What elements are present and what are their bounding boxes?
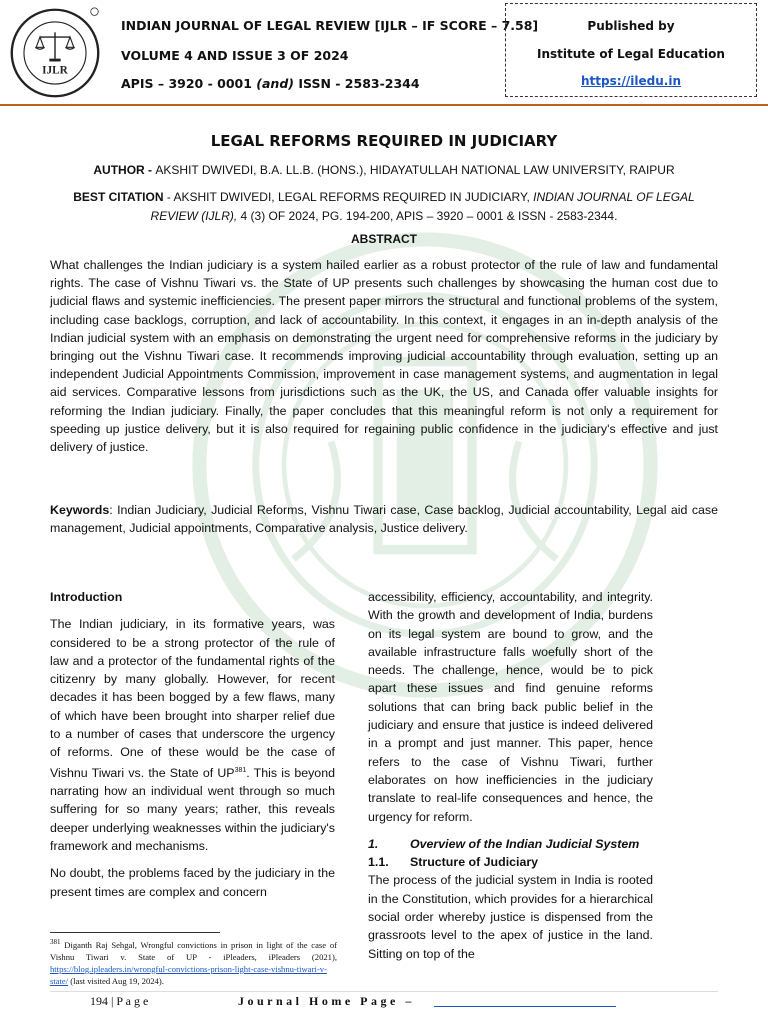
citation-text-a: - AKSHIT DWIVEDI, LEGAL REFORMS REQUIRED IN JUDICIARY, <box>163 190 534 204</box>
section-number: 1. <box>368 836 379 851</box>
journal-home-link[interactable] <box>434 1006 616 1007</box>
author-text: AKSHIT DWIVEDI, B.A. LL.B. (HONS.), HIDAYATULLAH NATIONAL LAW UNIVERSITY, RAIPUR <box>155 163 675 177</box>
section-title: Overview of the Indian Judicial System <box>410 836 640 851</box>
publisher-link[interactable]: https://iledu.in <box>580 74 682 88</box>
footnote-text: Diganth Raj Sehgal, Wrongful convictions in prison in light of the case of Vishnu Tiwari v. State of UP - iPleaders, iPleaders (2021), <box>50 939 337 962</box>
subsection-heading <box>368 853 653 871</box>
section-heading <box>368 835 653 853</box>
footer-divider <box>50 991 718 992</box>
issn-text: ISSN - 2583-2344 <box>294 76 420 91</box>
intro-paragraph-2: No doubt, the problems faced by the judiciary in the present times are complex and concern <box>50 866 335 899</box>
footnote-mark: 381 <box>50 938 61 946</box>
citation-label: BEST CITATION <box>73 190 164 204</box>
best-citation <box>52 188 716 226</box>
header-divider <box>0 104 768 106</box>
citation-text-b: 4 (3) OF 2024, PG. 194-200, APIS – 3920 – 0001 & ISSN - 2583-2344. <box>237 209 618 223</box>
publisher-name: Institute of Legal Education <box>537 47 725 61</box>
keywords <box>50 501 718 537</box>
page-number: 194 | P a g e <box>90 994 149 1008</box>
abstract-heading: ABSTRACT <box>351 232 417 246</box>
intro-heading: Introduction <box>50 590 123 604</box>
right-paragraph-2: The process of the judicial system in India is rooted in the Constitution, which provides for a hierarchical social order whereby justice is dispensed from the grassroots level to the apex of justice in the land. Sitting on top of the <box>368 873 653 961</box>
apis-text: APIS – 3920 - 0001 <box>121 76 257 91</box>
abstract-body: What challenges the Indian judiciary is a system hailed earlier as a robust protector of the rule of law and fundamental rights. The case of Vishnu Tiwari vs. the State of UP presents such challenges by showcasing the human cost due to judicial flaws and systemic inefficiencies. The present paper mirrors the structural and functional problems of the system, including case backlogs, corruption, and lack of accountability. In this context, it engages in an in-depth analysis of the Indian judicial system with an emphasis on demonstrating the urgent need for comprehensive reforms in the judiciary by bringing out the Vishnu Tiwari case. It recommends improving judicial accountability through evaluation, setting up an independent Judicial Appointments Commission, improvement in case management systems, and augmentation in legal aid services. Comparative lessons from jurisdictions such as the UK, the US, and Canada offer valuable insights for reforming the Indian judiciary. Finally, the paper concludes that this meaningful reform is not only a requirement for speeding up justice delivery, but it is also required for regaining public confidence in the judiciary's effective and just delivery of justice. <box>50 258 718 455</box>
journal-home-label: Journal Home Page – <box>238 994 415 1008</box>
keywords-text: : Indian Judiciary, Judicial Reforms, Vishnu Tiwari case, Case backlog, Judicial accountability, Legal aid case management, Judicial appointments, Comparative analysis, Justice delivery. <box>50 503 718 536</box>
citation-journal: INDIAN JOURNAL OF LEGAL REVIEW (IJLR), <box>150 190 695 223</box>
author-line <box>0 163 768 177</box>
journal-name-line: INDIAN JOURNAL OF LEGAL REVIEW [IJLR – IF SCORE – 7.58] <box>121 18 539 33</box>
published-by-label: Published by <box>587 19 675 33</box>
footnote-link[interactable]: https://blog.ipleaders.in/wrongful-convictions-prison-light-case-vishnu-tiwari-v-state/ <box>50 963 327 986</box>
intro-p1-text-b: . This is beyond narrating how an individual went through so much suffering for so many years; rather, this reveals deeper underlying weaknesses within the judiciary's framework and mechanisms. <box>50 765 335 853</box>
right-column <box>368 588 653 972</box>
left-column <box>50 588 335 910</box>
intro-paragraph-1 <box>50 615 335 855</box>
right-paragraph-1: accessibility, efficiency, accountability, and integrity. With the growth and development of India, burdens on its legal system are bound to grow, and the available infrastructure falls woefully short of the needs. The challenge, hence, would be to pick apart these issues and find genuine reforms solutions that can bring back public belief in the judiciary and ensure that justice is indeed delivered in a prompt and just manner. This paper, hence refers to the case of Vishnu Tiwari, further elaborates on how inefficiencies in the judiciary translate to real-life consequences and hence, the urgency for reform. <box>368 590 653 824</box>
apis-issn-line <box>121 76 420 91</box>
publisher-box <box>505 3 757 97</box>
journal-logo <box>8 6 102 100</box>
footnote-ref[interactable]: 381 <box>234 766 247 774</box>
footnote-divider <box>50 932 220 933</box>
author-label: AUTHOR - <box>93 163 156 177</box>
subsection-number: 1.1. <box>368 855 389 870</box>
footnote <box>50 936 337 987</box>
keywords-label: Keywords <box>50 503 110 517</box>
intro-p1-text-a: The Indian judiciary, in its formative years, was considered to be a strong protector of the rule of law and a protector of the fundamental rights of the citizenry by many globally. However, for recent decades it has been bogged by a few flaws, many of which have been brought into sharper relief due to a number of cases that underscore the urgency of reforms. One of these would be the case of Vishnu Tiwari vs. the State of UP <box>50 617 335 780</box>
subsection-title: Structure of Judiciary <box>410 855 539 870</box>
footnote-after: (last visited Aug 19, 2024). <box>68 975 164 986</box>
logo-mark: IJLR <box>42 64 68 77</box>
article-title: LEGAL REFORMS REQUIRED IN JUDICIARY <box>210 132 558 150</box>
volume-line: VOLUME 4 AND ISSUE 3 OF 2024 <box>121 48 349 63</box>
apis-and: (and) <box>256 76 294 91</box>
